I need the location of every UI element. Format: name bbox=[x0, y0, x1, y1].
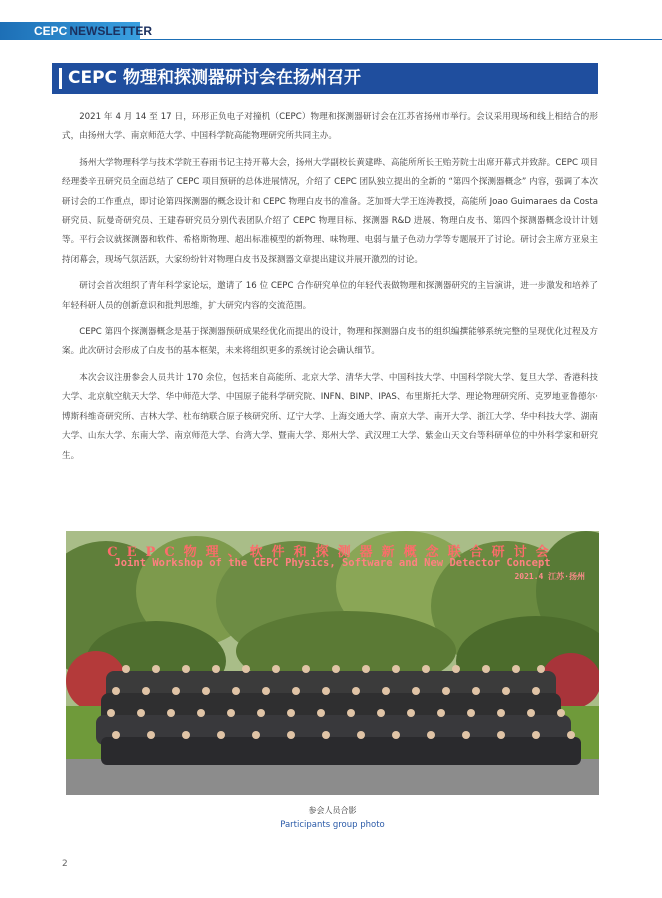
brand-suffix: NEWSLETTER bbox=[69, 24, 153, 38]
photo-banner-chinese: CEPC物理、软件和探测器新概念联合研讨会 bbox=[107, 545, 558, 560]
photo-banner-english: Joint Workshop of the CEPC Physics, Software and New Detector Concept bbox=[114, 557, 551, 569]
title-accent-mark bbox=[59, 68, 62, 89]
paragraph-1: 2021 年 4 月 14 至 17 日，环形正负电子对撞机（CEPC）物理和探测器研讨会在江苏省扬州市举行。会议采用现场和线上相结合的形式，由扬州大学、南京师范大学、中国科学院高能物理研究所共同主办。 bbox=[62, 112, 598, 142]
article-title-bar bbox=[52, 63, 598, 94]
newsletter-header bbox=[0, 22, 662, 42]
paragraph-3: 研讨会首次组织了青年科学家论坛，邀请了 16 位 CEPC 合作研究单位的年轻代表做物理和探测器研究的主旨演讲，进一步激发和培养了年轻科研人员的创新意识和批判思维，扩大研究内容的交流范围。 bbox=[62, 281, 598, 311]
newsletter-brand bbox=[34, 22, 152, 40]
paragraph-5: 本次会议注册参会人员共计 170 余位，包括来自高能所、北京大学、清华大学、中国科技大学、中国科学院大学、复旦大学、香港科技大学、北京航空航天大学、华中师范大学、中国原子能科学研究院、INFN、BINP、IPAS、布里斯托大学、理论物理研究所、克罗地亚鲁德尔·博斯科维奇研究所、吉林大学、杜布纳联合原子核研究所、辽宁大学、上海交通大学、南京大学、南开大学、浙江大学、华中科技大学、湖南大学、山东大学、东南大学、南京师范大学、台湾大学、暨南大学、郑州大学、武汉理工大学、紫金山天文台等科研单位的中外科学家和研究生。 bbox=[62, 372, 598, 461]
brand-prefix: CEPC bbox=[34, 24, 68, 38]
page-number: 2 bbox=[62, 859, 68, 869]
photo-banner-date: 2021.4 江苏·扬州 bbox=[514, 572, 585, 581]
paragraph-4: CEPC 第四个探测器概念是基于探测器预研成果经优化而提出的设计，物理和探测器白皮书的组织编撰能够系统完整的呈现优化过程及方案。此次研讨会形成了白皮书的基本框架，未来将组织更多的系统讨论会确认细节。 bbox=[62, 327, 598, 357]
article-title: CEPC 物理和探测器研讨会在扬州召开 bbox=[68, 68, 361, 88]
photo-caption-chinese: 参会人员合影 bbox=[308, 806, 357, 815]
paragraph-2: 扬州大学物理科学与技术学院王春雨书记主持开幕大会，扬州大学副校长黄建晔、高能所所长王贻芳院士出席开幕式并致辞。CEPC 项目经理娄辛丑研究员全面总结了 CEPC 项目预研的总体进展情况，介绍了 CEPC 团队独立提出的全新的 “第四个探测器概念” 内容，强调了本次研讨会的工作重点，即讨论第四探测器的概念设计和 CEPC 物理白皮书的准备。芝加哥大学王连涛教授，高能所 Joao Guimaraes da Costa 研究员、阮曼奇研究员、王建春研究员分别代表团队介绍了 CEPC 物理目标、探测器 R&D 进展、物理白皮书、第四个探测器概念设计计划等。平行会议就探测器和软件、希格斯物理、超出标准模型的新物理、味物理、电弱与量子色动力学等专题展开了讨论。研讨会主席方亚泉主持闭幕会，现场气氛活跃，大家纷纷针对物理白皮书及探测器文章提出建议并展开激烈的讨论。 bbox=[62, 157, 598, 265]
article-body bbox=[62, 108, 598, 473]
header-rule bbox=[140, 39, 662, 40]
photo-caption-english: Participants group photo bbox=[280, 820, 385, 830]
group-photo bbox=[66, 531, 599, 795]
